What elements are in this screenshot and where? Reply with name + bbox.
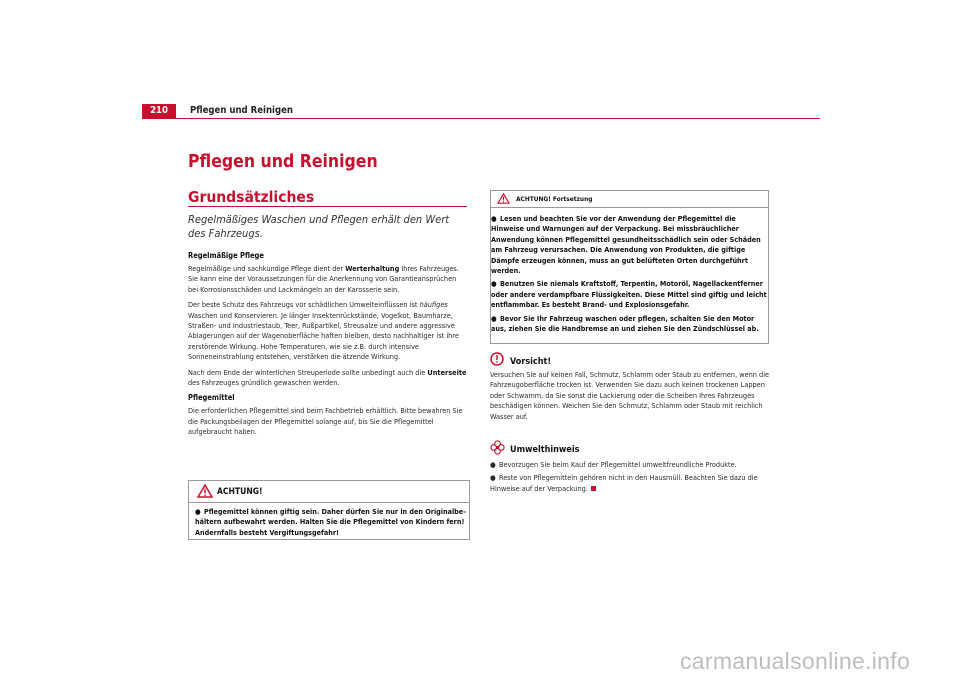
watermark: carmanualsonline.info: [680, 648, 911, 674]
list-item: ● Bevor Sie Ihr Fahrzeug waschen oder pflegen, schalten Sie den Motor aus, ziehen Sie die Handbremse an und ziehen Sie den Zündschlüssel ab.: [491, 313, 759, 334]
caution-label: Vorsicht!: [510, 357, 552, 367]
environment-label: Umwelthinweis: [510, 445, 580, 455]
warning-continued-list: [491, 208, 768, 334]
caution-exclamation-icon: [490, 352, 504, 366]
section-lead: Regelmäßiges Waschen und Pflegen erhält den Wert des Fahrzeugs.: [188, 213, 450, 240]
warning-triangle-icon: [497, 193, 510, 204]
list-item: ● Bevorzugen Sie beim Kauf der Pflegemittel umweltfreundliche Produkte.: [490, 460, 737, 469]
list-item: ● Benutzen Sie niemals Kraftstoff, Terpentin, Motoröl, Nagellackentferner oder andere verdampfbare Flüssigkeiten. Diese Mittel sind giftig und leicht entflammbar. Es besteht Brand- und Explosionsgefahr.: [491, 279, 767, 310]
list-item: ● Reste von Pflegemitteln gehören nicht in den Hausmüll. Beachten Sie dazu die Hinweise auf der Verpackung.: [490, 473, 758, 493]
warning-header: [189, 481, 469, 503]
left-column: [188, 213, 468, 443]
warning-label: ACHTUNG!: [217, 487, 263, 497]
paragraph-1: Regelmäßige und sachkundige Pflege dient der Werterhaltung Ihres Fahrzeuges. Sie kann eine der Voraussetzungen für die Anerkennung von Garantieansprüchen bei Korrosionsschäden und Lackmängeln an der Karosserie sein.: [188, 264, 459, 294]
warning-box: [188, 480, 470, 540]
environment-section: [490, 440, 770, 497]
environment-list: [490, 460, 770, 494]
section-rule: [188, 206, 467, 207]
care-agents-heading: Pflegemittel: [188, 393, 235, 403]
bullet-icon: ●: [490, 473, 496, 483]
warning-triangle-icon: [197, 484, 213, 498]
warning-continued-label: ACHTUNG! Fortsetzung: [516, 195, 593, 203]
running-title: Pflegen und Reinigen: [190, 105, 293, 116]
paragraph-3: Nach dem Ende der winterlichen Streuperiode sollte unbedingt auch die Unterseite des Fahrzeuges gründlich gewaschen werden.: [188, 367, 467, 388]
warning-item: ● Pflegemittel können giftig sein. Daher dürfen Sie nur in den Originalbehältern aufbewahrt werden. Halten Sie die Pflegemittel von Kindern fern! Andernfalls besteht Vergiftungsgefahr!: [195, 507, 466, 537]
caution-section: [490, 352, 770, 427]
warning-continued-box: [490, 190, 769, 344]
page-title: Pflegen und Reinigen: [188, 152, 378, 172]
paragraph-2: Der beste Schutz des Fahrzeugs vor schädlichen Umwelteinflüssen ist häufiges Waschen und Konservieren. Je länger Insektenrückstände, Vogelkot, Baumharze, Straßen- und Industriestaub, Teer, Rußpartikel, Streusalze und andere aggressive Ablagerungen auf der Wagenoberfläche haften bleiben, desto nachhaltiger ist ihre zerstörende Wirkung. Hohe Temperaturen, wie sie z.B. durch intensive Sonneneinstrahlung entstehen, verstärken die ätzende Wirkung.: [188, 300, 459, 362]
header-rule: [142, 118, 820, 119]
warning-continued-header: [491, 191, 768, 208]
section-heading: Grundsätzliches: [188, 188, 315, 206]
bullet-icon: ●: [195, 507, 201, 516]
page-number: 210: [142, 104, 176, 118]
flower-icon: [490, 440, 505, 455]
list-item: ● Lesen und beachten Sie vor der Anwendung der Pflegemittel die Hinweise und Warnungen auf der Verpackung. Bei missbräuchlicher Anwendung können Pflegemittel gesundheitsschädlich sein oder Schäden am Fahrzeug verursachen. Die Anwendung von Produkten, die giftige Dämpfe erzeugen können, muss an gut belüfteten Orten durchgeführt werden.: [491, 214, 761, 276]
bullet-icon: ●: [491, 214, 497, 223]
caution-text: Versuchen Sie auf keinen Fall, Schmutz, Schlamm oder Staub zu entfernen, wenn die Fahrzeugoberfläche trocken ist. Verwenden Sie dazu auch keinen trockenen Lappen oder Schwamm, da Sie sonst die Lackierung oder die Scheiben Ihres Fahrzeuges beschädigen können. Weichen Sie den Schmutz, Schlamm oder Staub mit reichlich Wasser auf.: [490, 370, 770, 421]
bullet-icon: ●: [490, 460, 496, 469]
paragraph-4: Die erforderlichen Pflegemittel sind beim Fachbetrieb erhältlich. Bitte bewahren Sie die Packungsbeilagen der Pflegemittel solange auf, bis Sie die Pflegemittel aufgebraucht haben.: [188, 406, 463, 437]
end-marker-icon: [591, 486, 596, 491]
bullet-icon: ●: [491, 313, 497, 323]
bullet-icon: ●: [491, 279, 497, 289]
regular-care-heading: Regelmäßige Pflege: [188, 251, 264, 260]
